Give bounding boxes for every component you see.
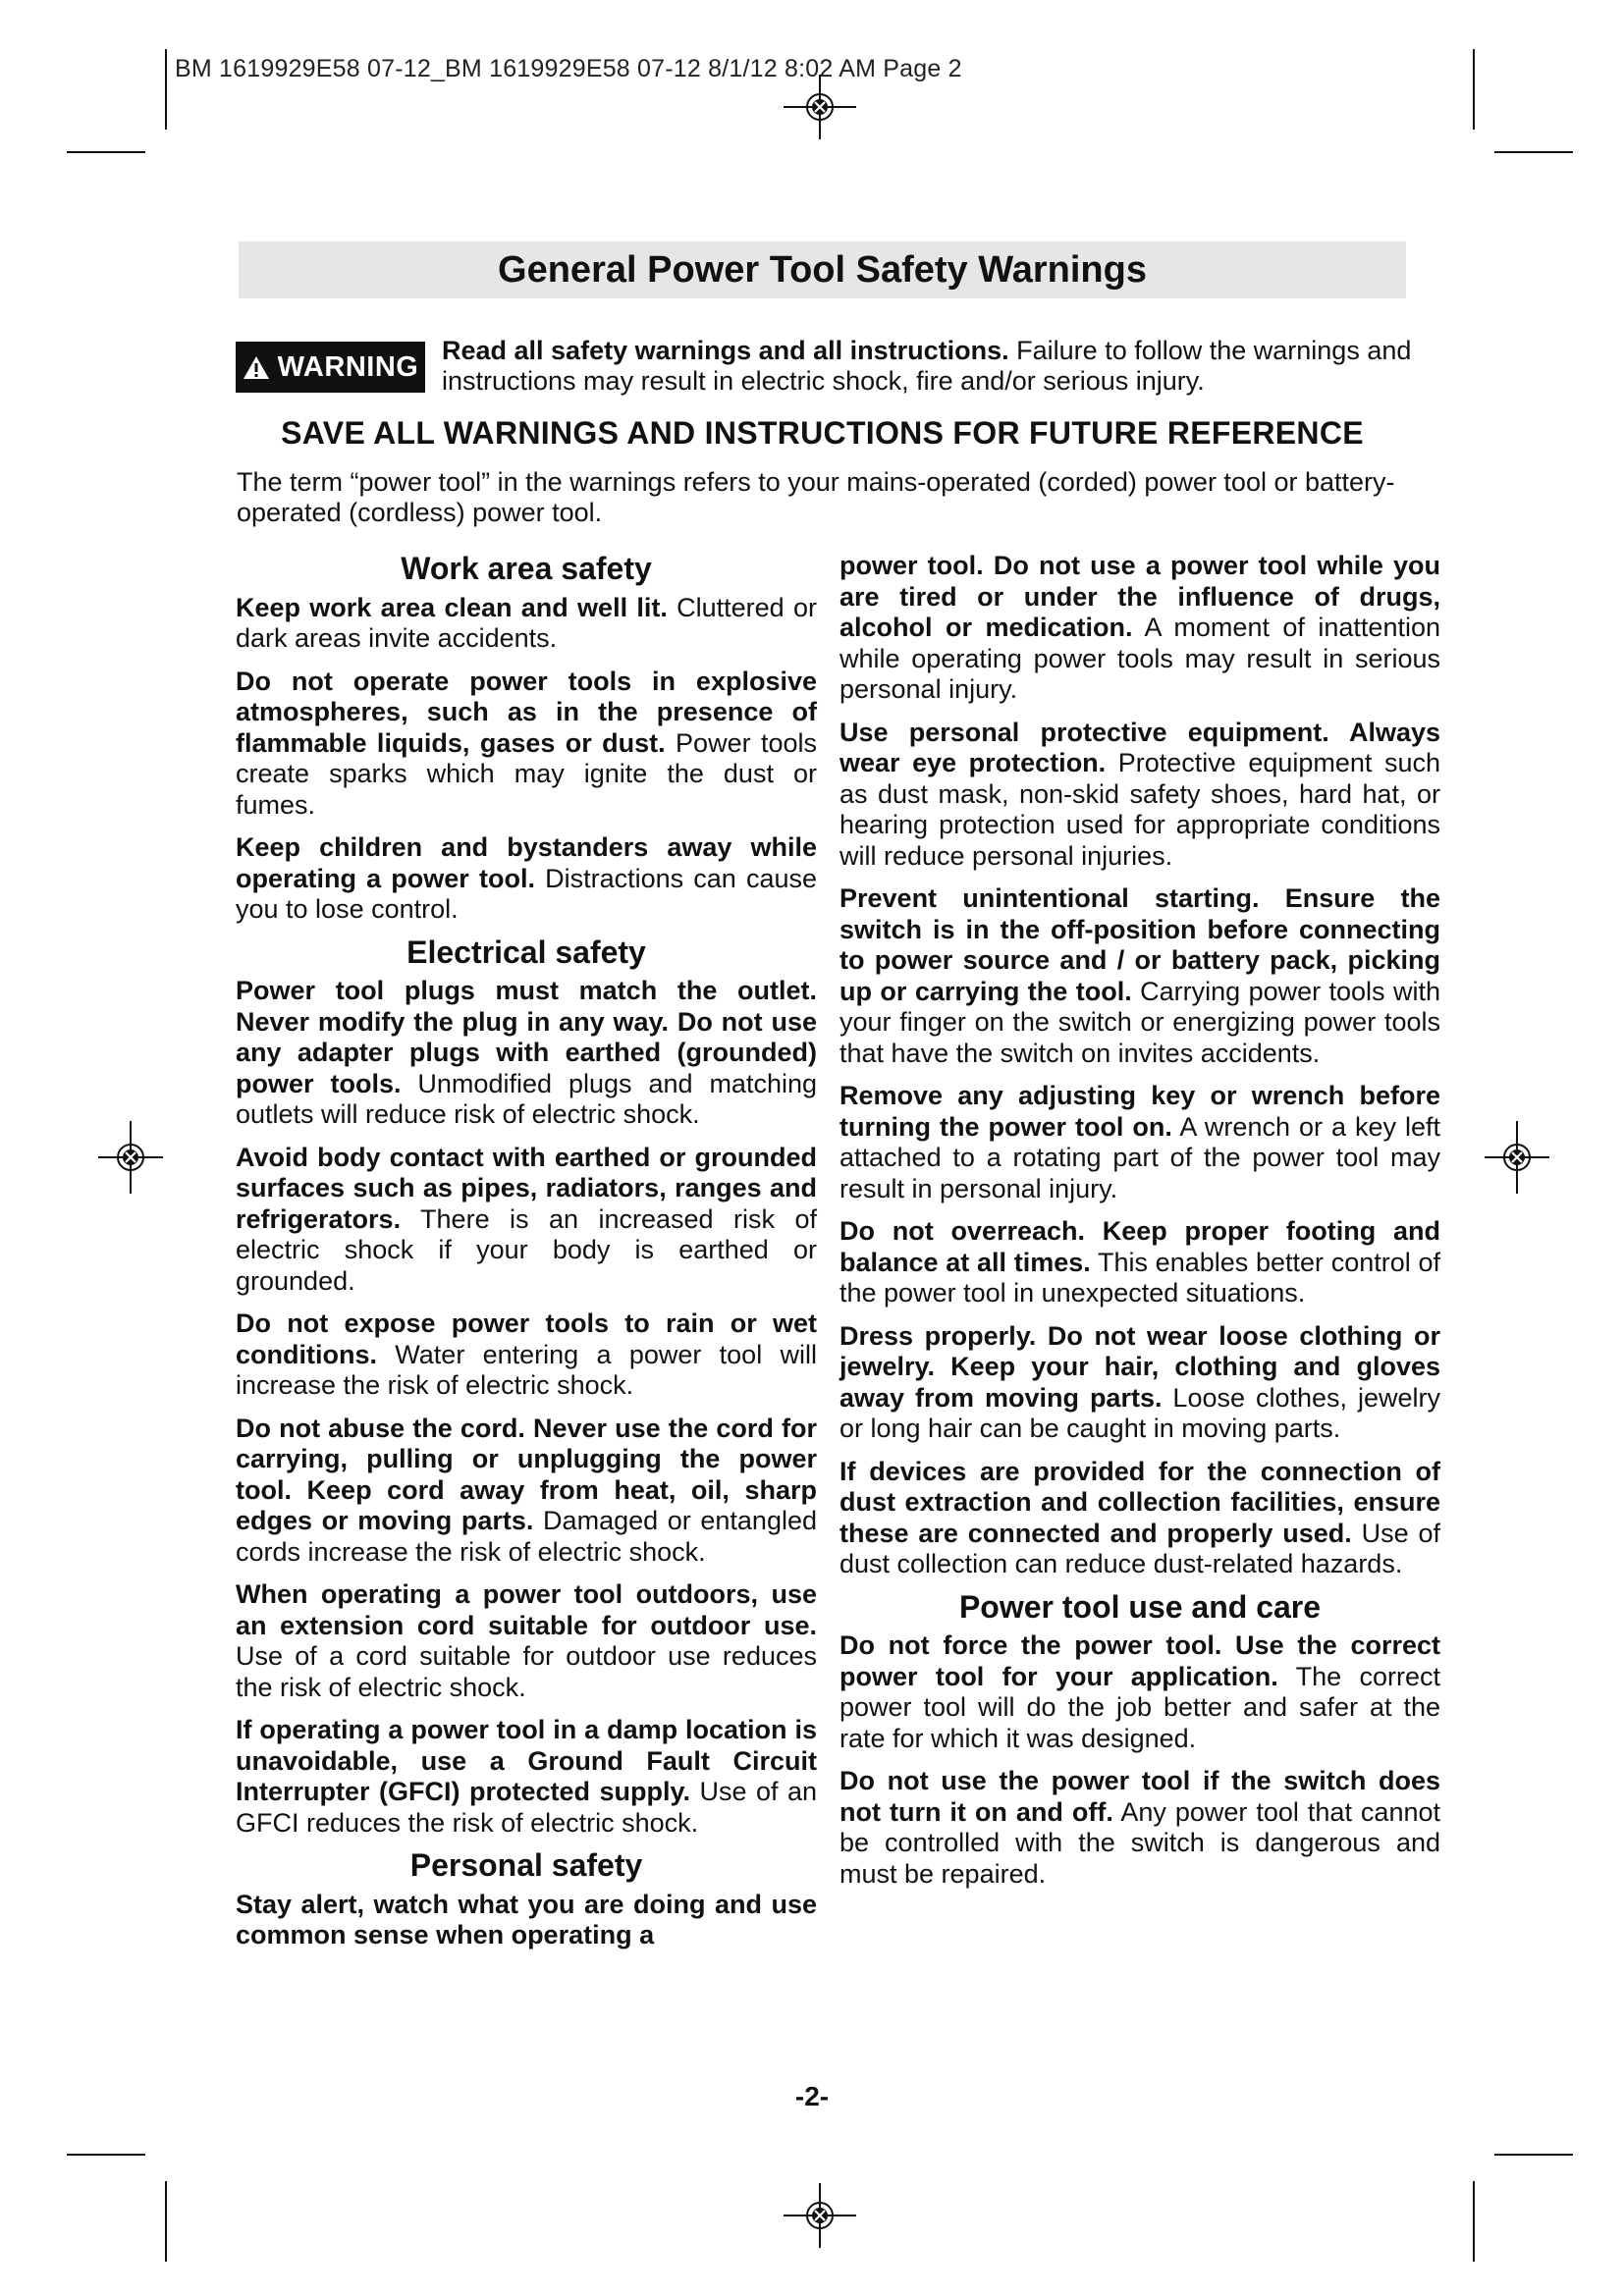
paragraph [236,1308,817,1402]
warning-statement [442,336,1424,397]
page-title: General Power Tool Safety Warnings [239,241,1406,298]
crop-mark [165,2181,167,2262]
paragraph-lead: Do not abuse the cord. Never use the cord for carrying, pulling or unplugging the power tool. Keep cord away from heat, oil, sharp edges or moving parts. [236,1413,817,1535]
paragraph-body: Use of an GFCI reduces the risk of electric shock. [236,1777,817,1838]
crop-mark [1494,151,1573,153]
paragraph-body: Water entering a power tool will increase the risk of electric shock. [236,1339,817,1400]
crop-mark [67,151,145,153]
paragraph [236,593,817,655]
paragraph-body: Any power tool that cannot be controlled with the switch is dangerous and must be repaired. [839,1796,1440,1889]
paragraph-body: Use of dust collection can reduce dust-related hazards. [839,1518,1440,1578]
paragraph-lead: If devices are provided for the connection of dust extraction and collection facilities, ensure these are connected and properly used. [839,1456,1440,1548]
intro-paragraph: The term “power tool” in the warnings refers to your mains-operated (corded) power tool or battery-operated (cordless) power tool. [237,467,1395,527]
paragraph-body: Loose clothes, jewelry or long hair can be caught in moving parts. [839,1382,1440,1443]
paragraph [839,883,1440,1069]
paragraph [839,1321,1440,1445]
warning-body: Failure to follow the warnings and instructions may result in electric shock, fire and/or serious injury. [442,336,1412,396]
paragraph-body: Protective equipment such as dust mask, non-skid safety shoes, hard hat, or hearing protection used for appropriate conditions will reduce personal injuries. [839,748,1440,871]
paragraph [236,1890,817,1951]
paragraph [839,551,1440,706]
paragraph [236,667,817,822]
crop-mark [165,49,167,130]
paragraph-body: The correct power tool will do the job better and safer at the rate for which it was designed. [839,1661,1440,1753]
crop-mark [1473,49,1475,130]
section-heading-personal: Personal safety [409,1847,643,1883]
paragraph [236,1143,817,1298]
registration-mark-icon [784,71,856,143]
warning-lead: Read all safety warnings and all instructions. [442,336,1009,365]
registration-mark-icon [1481,1121,1553,1194]
paragraph [839,1457,1440,1580]
section-heading-work-area: Work area safety [401,551,652,586]
paragraph [839,1081,1440,1204]
paragraph-body: A moment of inattention while operating power tools may result in serious personal injury. [839,613,1440,704]
paragraph-lead: Do not expose power tools to rain or wet conditions. [236,1308,817,1369]
paragraph-lead: power tool. Do not use a power tool while you are tired or under the influence of drugs, alcohol or medication. [839,551,1440,642]
paragraph-body: Cluttered or dark areas invite accidents. [236,592,817,653]
paragraph-body: Carrying power tools with your finger on the switch or energizing power tools that have the switch on invites accidents. [839,976,1440,1068]
paragraph-body: Distractions can cause you to lose control. [236,863,818,924]
paragraph-lead: Remove any adjusting key or wrench before turning the power tool on. [839,1081,1440,1142]
warning-badge [236,342,425,393]
paragraph-lead: Do not use the power tool if the switch does not turn it on and off. [839,1766,1440,1827]
paragraph [236,832,817,926]
registration-mark-icon [784,2179,856,2252]
paragraph-lead: Keep children and bystanders away while operating a power tool. [236,832,817,893]
paragraph-lead: Avoid body contact with earthed or grounded surfaces such as pipes, radiators, ranges and refrigerators. [236,1142,817,1234]
crop-mark [1494,2154,1573,2156]
paragraph-lead: When operating a power tool outdoors, use an extension cord suitable for outdoor use. [236,1579,817,1640]
paragraph-lead: Stay alert, watch what you are doing and use common sense when operating a [236,1889,817,1949]
crop-mark [67,2154,145,2156]
paragraph-body: Power tools create sparks which may ignite the dust or fumes. [236,727,817,820]
paragraph-body: A wrench or a key left attached to a rotating part of the power tool may result in personal injury. [839,1111,1440,1203]
paragraph-lead: If operating a power tool in a damp location is unavoidable, use a Ground Fault Circuit Interrupter (GFCI) protected supply. [236,1715,817,1806]
print-slug: BM 1619929E58 07-12_BM 1619929E58 07-12 8/1/12 8:02 AM Page 2 [175,55,962,82]
paragraph-body: Unmodified plugs and matching outlets will reduce risk of electric shock. [236,1068,817,1129]
save-instructions-heading: SAVE ALL WARNINGS AND INSTRUCTIONS FOR FUTURE REFERENCE [281,415,1364,451]
paragraph-lead: Do not operate power tools in explosive atmospheres, such as in the presence of flammable liquids, gases or dust. [236,666,817,758]
page-number: -2- [794,2081,830,2111]
paragraph [839,1216,1440,1309]
warning-triangle-icon [243,355,270,380]
paragraph-lead: Keep work area clean and well lit. [236,592,668,622]
paragraph-lead: Dress properly. Do not wear loose clothing or jewelry. Keep your hair, clothing and gloves away from moving parts. [839,1320,1440,1413]
paragraph [236,1715,817,1839]
right-column [839,551,1440,1901]
paragraph-lead: Power tool plugs must match the outlet. Never modify the plug in any way. Do not use any adapter plugs with earthed (grounded) power tools. [236,976,817,1098]
paragraph-lead: Do not overreach. Keep proper footing and balance at all times. [839,1216,1440,1277]
warning-badge-label: WARNING [277,350,419,383]
paragraph [236,1414,817,1569]
section-heading-electrical: Electrical safety [406,934,646,970]
paragraph [236,1579,817,1703]
crop-mark [1473,2181,1475,2262]
paragraph [839,1630,1440,1754]
paragraph-lead: Use personal protective equipment. Always wear eye protection. [839,717,1440,777]
paragraph-body: Damaged or entangled cords increase the risk of electric shock. [236,1506,817,1567]
paragraph-lead: Do not force the power tool. Use the correct power tool for your application. [839,1630,1440,1691]
paragraph [839,718,1440,873]
registration-mark-icon [94,1121,167,1194]
left-column [236,550,817,1963]
section-heading-use-and-care: Power tool use and care [958,1588,1322,1625]
paragraph [839,1766,1440,1890]
paragraph-body: This enables better control of the power tool in unexpected situations. [839,1247,1440,1308]
paragraph-lead: Prevent unintentional starting. Ensure the switch is in the off-position before connecting to power source and / or battery pack, picking up or carrying the tool. [839,883,1440,1006]
paragraph-body: There is an increased risk of electric shock if your body is earthed or grounded. [236,1203,817,1296]
paragraph-body: Use of a cord suitable for outdoor use reduces the risk of electric shock. [236,1641,817,1702]
paragraph [236,976,817,1131]
